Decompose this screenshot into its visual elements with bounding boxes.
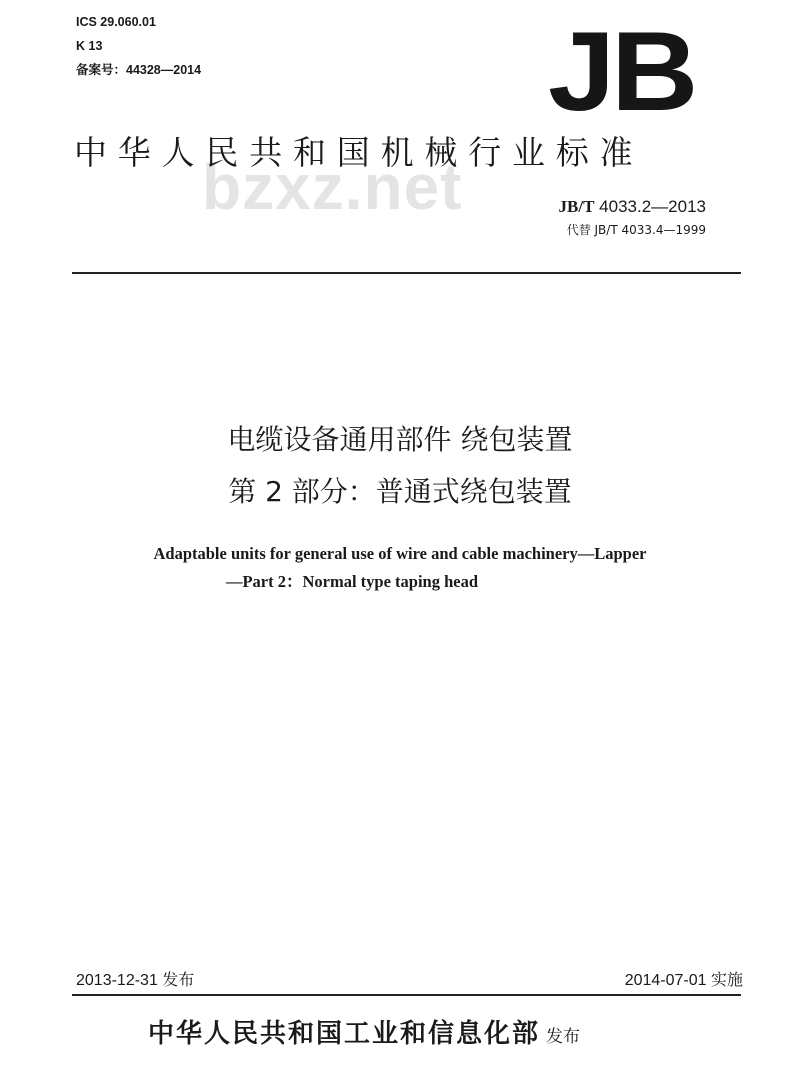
ccs-code: K 13: [76, 39, 103, 53]
ics-code: ICS 29.060.01: [76, 15, 156, 29]
issuer-suffix: 发布: [546, 1027, 581, 1047]
title-en-line2: —Part 2：Normal type taping head: [225, 572, 479, 591]
jb-logo: JB: [548, 9, 694, 134]
implement-date: 2014-07-01 实施: [624, 972, 743, 989]
footer-divider: [72, 994, 741, 996]
standard-number-value: 4033.2—2013: [594, 197, 706, 216]
replaces-standard: 代替 JB/T 4033.4—1999: [566, 223, 706, 237]
header-divider: [72, 272, 741, 274]
watermark: bzxz.net: [202, 151, 463, 223]
standard-number-prefix: JB/T: [558, 197, 595, 216]
issuer-name: 中华人民共和国工业和信息化部: [148, 1019, 541, 1049]
title-en-line1: Adaptable units for general use of wire and cable machinery—Lapper: [153, 544, 647, 563]
filing-number: 备案号：44328—2014: [76, 63, 202, 77]
title-cn-line2: 第 2 部分：普通式绕包装置: [228, 475, 572, 508]
title-cn-line1: 电缆设备通用部件 绕包装置: [227, 423, 573, 456]
standard-number: [559, 196, 706, 218]
publish-date: 2013-12-31 发布: [76, 972, 195, 989]
issuer-line: [148, 1014, 580, 1057]
standard-category-heading: 中华人民共和国机械行业标准: [74, 133, 644, 172]
